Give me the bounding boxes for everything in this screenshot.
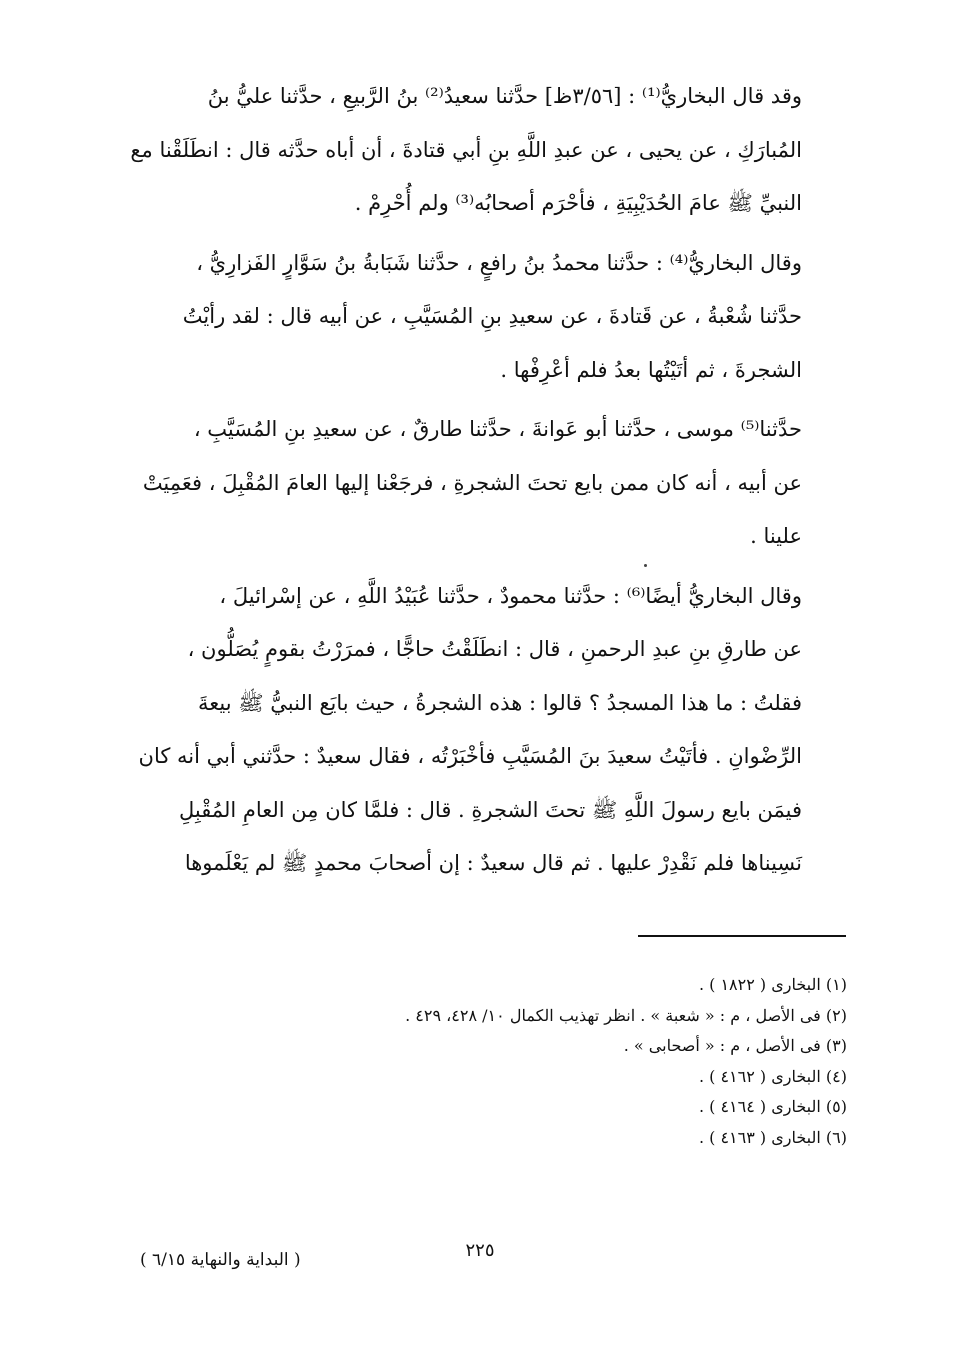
text-line: عن طارقِ بنِ عبدِ الرحمنِ ، قال : انطَلَقْتُ حاجًّا ، فمرَرْتُ بقومٍ يُصَلُّون ، bbox=[187, 637, 802, 661]
footnote-6: (٦) البخارى ( ٤١٦٣ ) . bbox=[698, 1127, 847, 1147]
paragraph-4 bbox=[130, 570, 846, 891]
text-line: النبيِّ ﷺ عامَ الحُدَيْبِيَةِ ، فأحْرَم أصحابُه⁽³⁾ ولم أُحْرِمْ . bbox=[354, 191, 802, 215]
footnote-5: (٥) البخارى ( ٤١٦٤ ) . bbox=[698, 1097, 847, 1117]
footnote-divider bbox=[638, 935, 846, 937]
paragraph-3 bbox=[130, 403, 846, 564]
footnote-1: (١) البخارى ( ١٨٢٢ ) . bbox=[698, 975, 847, 994]
paragraph-2 bbox=[130, 237, 846, 398]
text-line: علينا . bbox=[750, 524, 802, 548]
text-line: الشجرةَ ، ثم أتَيْتُها بعدُ فلم أعْرِفْها . bbox=[500, 357, 802, 382]
text-line: حدَّثنا شُعْبةُ ، عن قَتادةَ ، عن سعيدِ بنِ المُسَيَّبِ ، عن أبيه قال : لقد رأيْتُ bbox=[182, 304, 802, 328]
footnote-4: (٤) البخارى ( ٤١٦٢ ) . bbox=[698, 1066, 847, 1086]
text-line: فقلتُ : ما هذا المسجدُ ؟ قالوا : هذه الشجرةُ ، حيث بايَع النبيُّ ﷺ بيعةَ bbox=[198, 690, 802, 715]
print-speck bbox=[644, 564, 647, 567]
text-line: نَسِيناها فلم نَقْدِرْ عليها . ثم قال سعيدٌ : إن أصحابَ محمدٍ ﷺ لم يَعْلَموها bbox=[184, 851, 802, 875]
running-footer: ( البداية والنهاية ٦/١٥ ) bbox=[140, 1250, 301, 1270]
text-line: وقال البخاريُّ⁽⁴⁾ : حدَّثنا محمدُ بنُ رافعٍ ، حدَّثنا شَبَابةُ بنُ سَوَّارٍ الفَزارِيُّ ، bbox=[196, 250, 802, 275]
page-number: ٢٢٥ bbox=[465, 1240, 495, 1261]
text-line: وقال البخاريُّ أيضًا⁽⁶⁾ : حدَّثنا محمودٌ ، حدَّثنا عُبَيْدُ اللَّهِ ، عن إسْرائيلَ ، bbox=[219, 583, 802, 608]
text-line: المُبارَكِ ، عن يحيى ، عن عبدِ اللَّهِ بنِ أبي قتادةَ ، أن أباه حدَّثه قال : انطَلَقْنا مع bbox=[130, 137, 802, 162]
paragraph-1 bbox=[130, 70, 846, 231]
text-line: عن أبيه ، أنه كان ممن بايع تحتَ الشجرةِ ، فرجَعْنا إليها العامَ المُقْبِلَ ، فعَمِيَتْ bbox=[142, 470, 802, 495]
text-line: حدَّثنا⁽⁵⁾ موسى ، حدَّثنا أبو عَوانةَ ، حدَّثنا طارقٌ ، عن سعيدِ بنِ المُسَيَّبِ ، bbox=[193, 417, 802, 441]
footnote-2: (٢) فى الأصل ، م : « شعبة » . انظر تهذيب الكمال ١٠/ ٤٢٨، ٤٢٩ . bbox=[405, 1005, 847, 1025]
text-line: وقد قال البخاريُّ⁽¹⁾ : [٣/٥٦ظ] حدَّثنا سعيدُ⁽²⁾ بنُ الرَّبيعِ ، حدَّثنا عليُّ بنُ bbox=[207, 84, 802, 108]
text-line: الرِّضْوانِ . فأتَيْتُ سعيدَ بنَ المُسَيَّبِ فأخْبَرْتُه ، فقال سعيدٌ : حدَّثني أبي أنه كان bbox=[138, 744, 802, 768]
main-text bbox=[130, 70, 846, 897]
footnote-3: (٣) فى الأصل ، م : « أصحابى » . bbox=[623, 1036, 847, 1056]
footnotes bbox=[300, 970, 847, 1154]
text-line: فيمَن بايع رسولَ اللَّهِ ﷺ تحتَ الشجرةِ . قال : فلمَّا كان مِن العامِ المُقْبِلِ bbox=[178, 797, 802, 822]
